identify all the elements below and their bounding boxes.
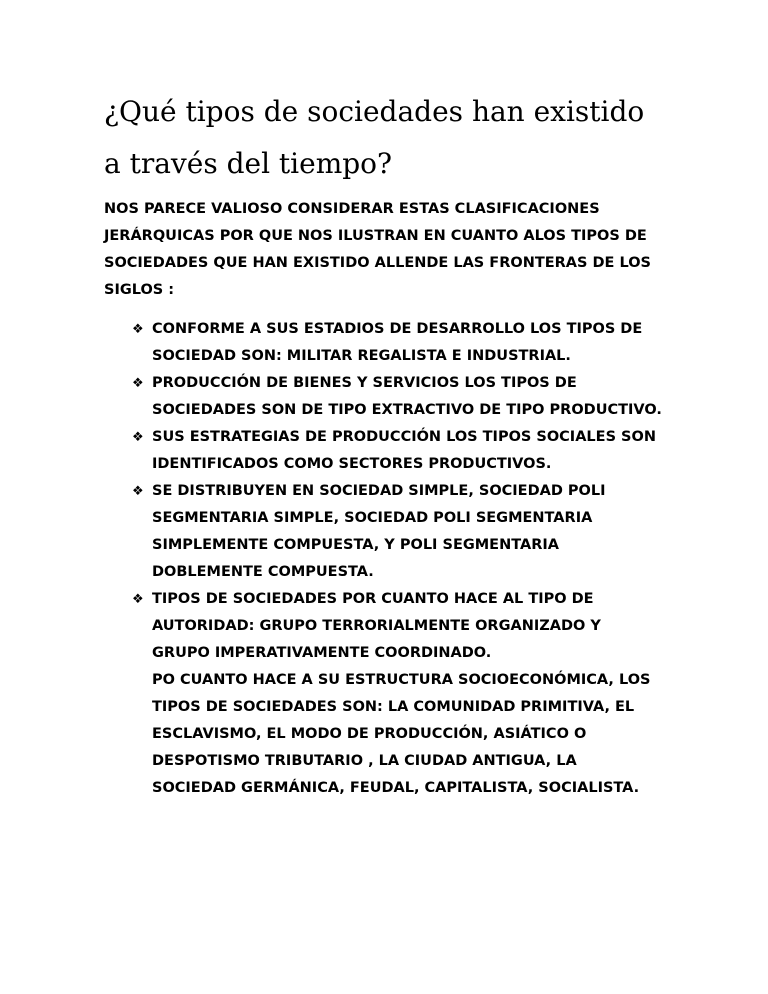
intro-paragraph: NOS PARECE VALIOSO CONSIDERAR ESTAS CLASIFICACIONES JERÁRQUICAS POR QUE NOS ILUSTRAN EN CUANTO ALOS TIPOS DE SOCIEDADES QUE HAN EXISTIDO ALLENDE LAS FRONTERAS DE LOS SIGLOS : [104,201,651,298]
diamond-dots-icon: ❖ [132,484,144,499]
diamond-dots-icon: ❖ [132,592,144,607]
list-item-text: TIPOS DE SOCIEDADES POR CUANTO HACE AL TIPO DE AUTORIDAD: GRUPO TERRORIALMENTE ORGANIZADO Y GRUPO IMPERATIVAMENTE COORDINADO. [152,591,601,661]
list-item-text: SE DISTRIBUYEN EN SOCIEDAD SIMPLE, SOCIEDAD POLI SEGMENTARIA SIMPLE, SOCIEDAD POLI SEGMENTARIA SIMPLEMENTE COMPUESTA, Y POLI SEGMENTARIA DOBLEMENTE COMPUESTA. [152,483,606,580]
list-item-text: SUS ESTRATEGIAS DE PRODUCCIÓN LOS TIPOS SOCIALES SON IDENTIFICADOS COMO SECTORES PRODUCTIVOS. [152,429,656,472]
list-item [132,586,662,667]
list-item-text: CONFORME A SUS ESTADIOS DE DESARROLLO LOS TIPOS DE SOCIEDAD SON: MILITAR REGALISTA E INDUSTRIAL. [152,321,643,364]
diamond-dots-icon: ❖ [132,376,144,391]
list-item-text: PRODUCCIÓN DE BIENES Y SERVICIOS LOS TIPOS DE SOCIEDADES SON DE TIPO EXTRACTIVO DE TIPO PRODUCTIVO. [152,375,662,418]
list-item [132,478,662,586]
list-item [132,370,662,424]
list-item [132,424,662,478]
continuation-paragraph: PO CUANTO HACE A SU ESTRUCTURA SOCIOECONÓMICA, LOS TIPOS DE SOCIEDADES SON: LA COMUNIDAD PRIMITIVA, EL ESCLAVISMO, EL MODO DE PRODUCCIÓN, ASIÁTICO O DESPOTISMO TRIBUTARIO , LA CIUDAD ANTIGUA, LA SOCIEDAD GERMÁNICA, FEUDAL, CAPITALISTA, SOCIALISTA. [152,672,651,796]
diamond-dots-icon: ❖ [132,430,144,445]
list-item [132,316,662,370]
classification-list [132,316,662,802]
page-title: ¿Qué tipos de sociedades han existido a través del tiempo? [104,95,645,180]
diamond-dots-icon: ❖ [132,322,144,337]
